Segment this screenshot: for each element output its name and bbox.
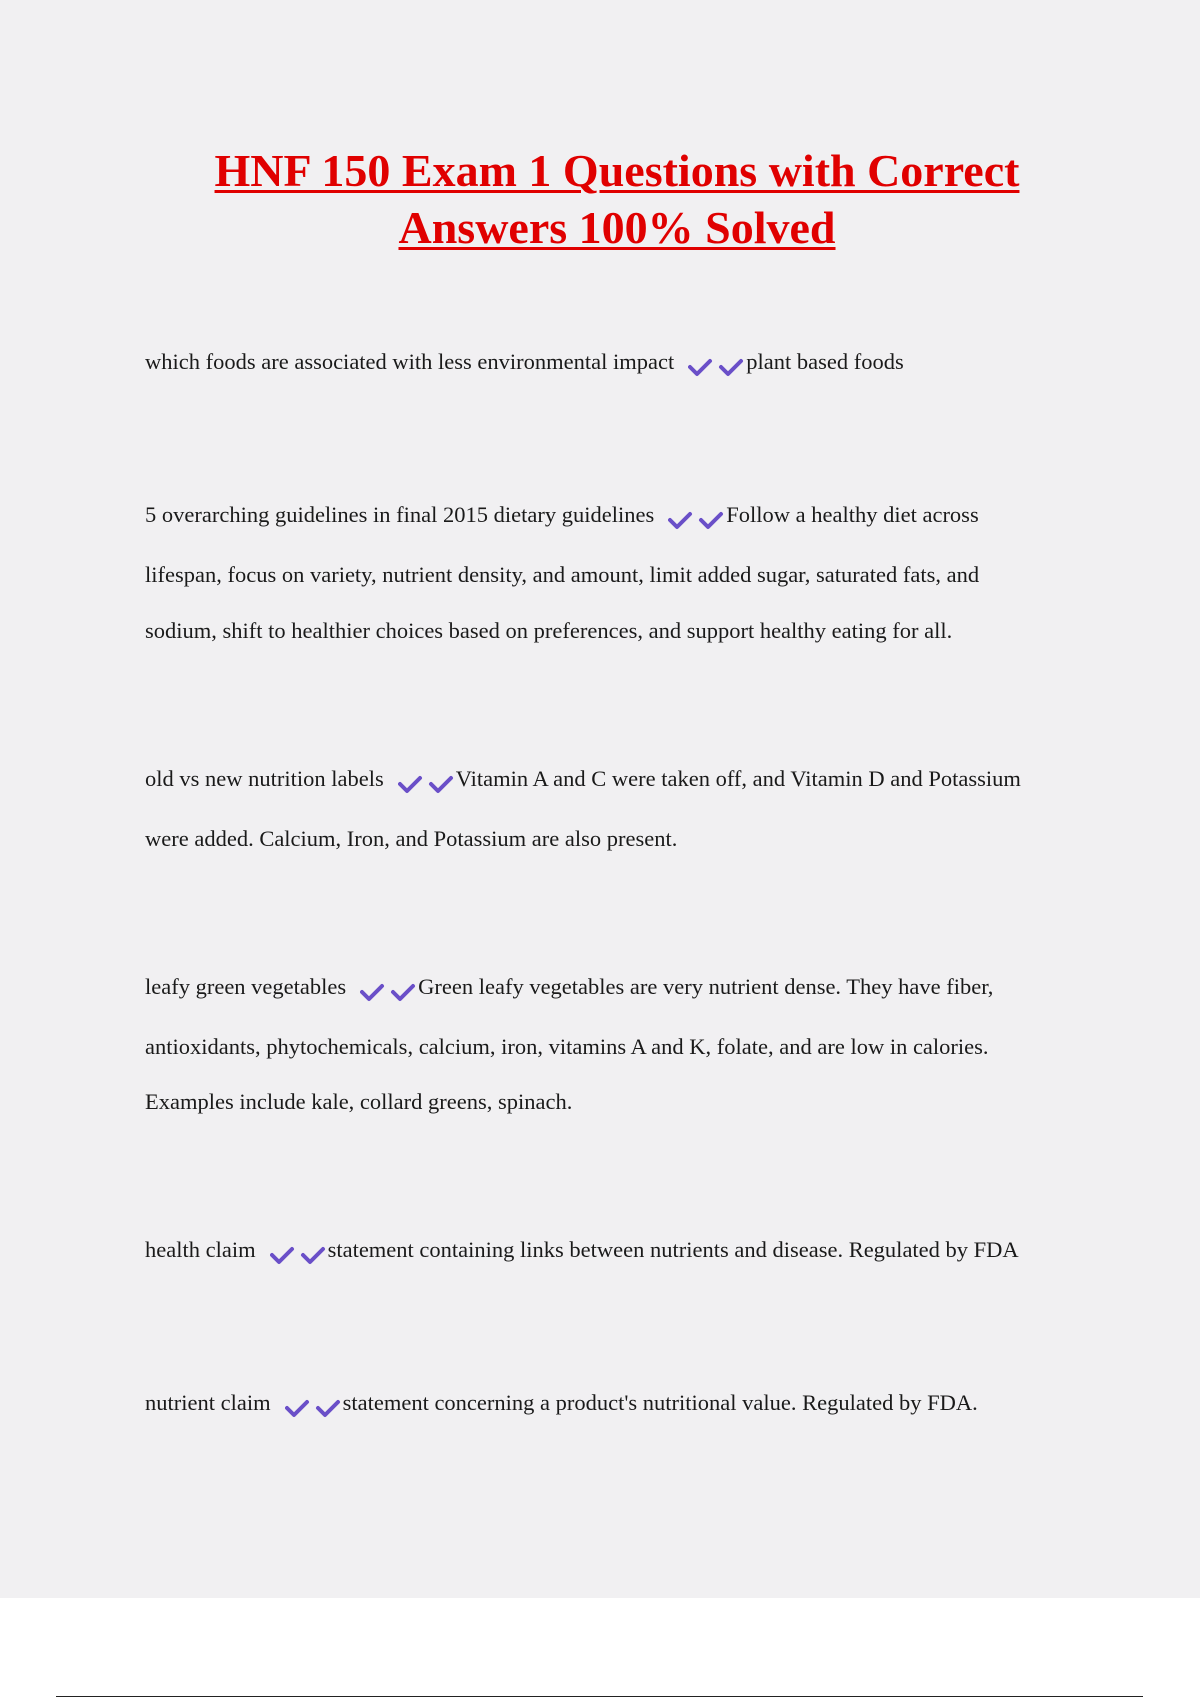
qa-item <box>145 974 1105 1114</box>
qa-item <box>145 1237 1105 1262</box>
answer-text: plant based foods <box>746 349 904 374</box>
qa-first-line <box>145 1390 1105 1415</box>
answer-continuation: Examples include kale, collard greens, spinach. <box>145 1089 573 1114</box>
title-line-1: HNF 150 Exam 1 Questions with Correct <box>214 145 1020 196</box>
question-text: health claim <box>145 1237 256 1262</box>
question-text: leafy green vegetables <box>145 974 347 999</box>
qa-item <box>145 766 1105 851</box>
answer-continuation: antioxidants, phytochemicals, calcium, iron, vitamins A and K, folate, and are low in calories. <box>145 1034 989 1059</box>
qa-first-line <box>145 502 1105 527</box>
question-text: 5 overarching guidelines in final 2015 dietary guidelines <box>145 502 655 527</box>
double-checkmark-icon <box>270 1243 326 1266</box>
double-checkmark-icon <box>668 508 724 531</box>
page-bottom-divider <box>56 1696 1143 1697</box>
double-checkmark-icon <box>285 1396 341 1419</box>
qa-first-line <box>145 766 1105 791</box>
qa-item <box>145 349 1105 374</box>
answer-text: Vitamin A and C were taken off, and Vitamin D and Potassium <box>455 766 1021 791</box>
double-checkmark-icon <box>360 980 416 1003</box>
qa-first-line <box>145 1237 1105 1262</box>
answer-text: Follow a healthy diet across <box>726 502 979 527</box>
double-checkmark-icon <box>688 355 744 378</box>
qa-first-line <box>145 974 1105 999</box>
answer-continuation: sodium, shift to healthier choices based on preferences, and support healthy eating for all. <box>145 618 953 643</box>
double-checkmark-icon <box>398 772 454 795</box>
qa-item <box>145 502 1105 643</box>
answer-continuation: were added. Calcium, Iron, and Potassium are also present. <box>145 826 678 851</box>
document-title <box>120 142 1114 256</box>
answer-continuation: lifespan, focus on variety, nutrient density, and amount, limit added sugar, saturated fats, and <box>145 562 980 587</box>
question-text: nutrient claim <box>145 1390 271 1415</box>
answer-text: statement concerning a product's nutritional value. Regulated by FDA. <box>342 1390 978 1415</box>
answer-text: statement containing links between nutrients and disease. Regulated by FDA <box>327 1237 1019 1262</box>
qa-item <box>145 1390 1105 1415</box>
answer-text: Green leafy vegetables are very nutrient dense. They have fiber, <box>418 974 994 999</box>
title-line-2: Answers 100% Solved <box>398 202 836 253</box>
qa-first-line <box>145 349 1105 374</box>
question-text: which foods are associated with less environmental impact <box>145 349 675 374</box>
question-text: old vs new nutrition labels <box>145 766 384 791</box>
